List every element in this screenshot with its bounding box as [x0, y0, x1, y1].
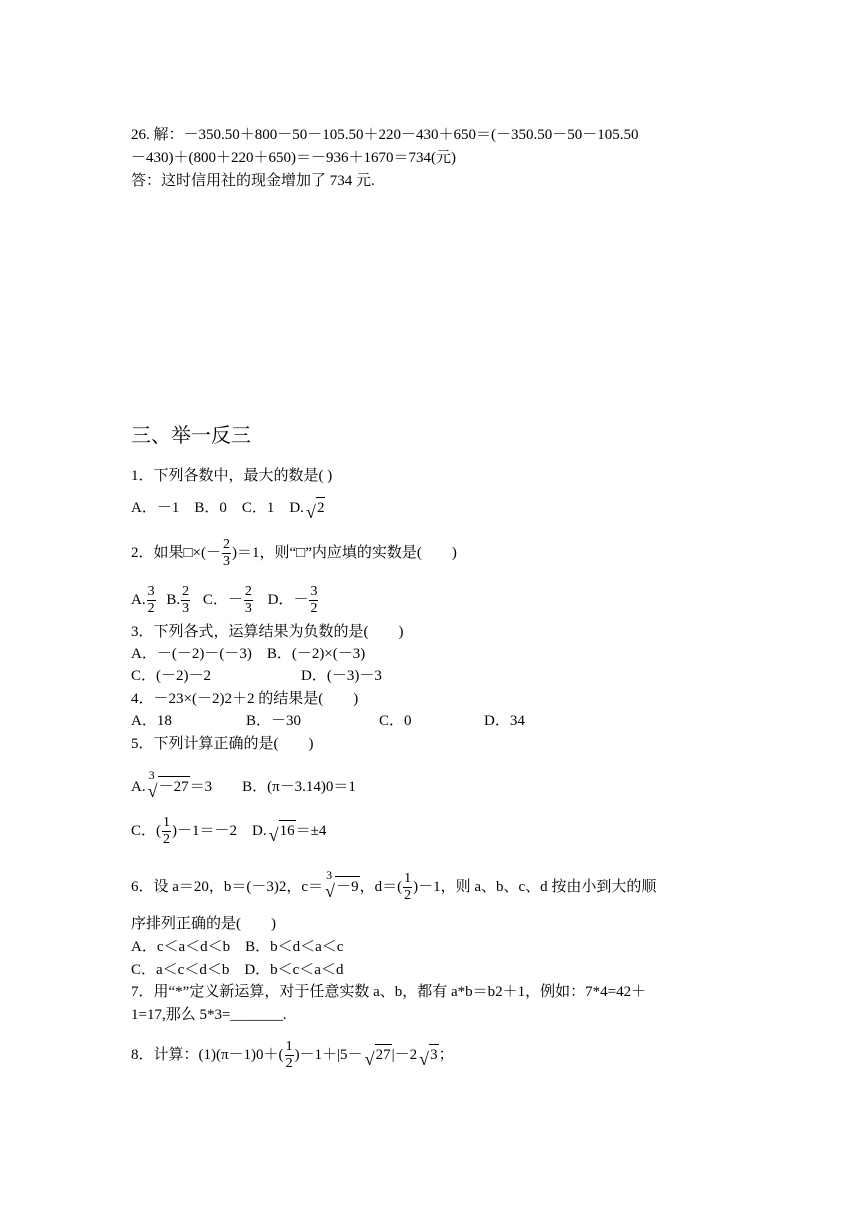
q6-stem-line2: 序排列正确的是( )	[131, 916, 276, 932]
q5-optA-index: 3	[148, 768, 155, 782]
q3-stem: 3．下列各式，运算结果为负数的是( )	[131, 624, 404, 640]
q2-frac-den: 3	[223, 554, 231, 569]
q4-stem: 4．－23×(－2)2＋2 的结果是( )	[131, 691, 359, 707]
q4-options	[131, 710, 525, 732]
q8-pre: 8．计算：(1)(π－1)0＋(	[131, 1046, 284, 1063]
q8-stem	[131, 1040, 454, 1071]
q2-frac-num: 2	[223, 537, 231, 552]
q6-stem-post: )－1，则 a、b、c、d 按由小到大的顺	[413, 878, 657, 895]
q6-c-radicand: －9	[335, 876, 360, 896]
q4-optD: D．34	[484, 713, 525, 729]
q1-radicand: 2	[316, 497, 326, 517]
sqrt-symbol: √ 16	[269, 820, 296, 842]
q2-fraction	[222, 538, 231, 569]
q2-optB-label: B.	[166, 591, 181, 608]
q8-den: 2	[285, 1056, 293, 1071]
q3-options-cd	[131, 665, 382, 687]
q3-optD: D．(－3)－3	[301, 668, 382, 684]
q7-line1: 7．用“*”定义新运算，对于任意实数 a、b，都有 a*b＝b2＋1，例如：7*4=42＋	[131, 984, 647, 1000]
q2-stem	[131, 538, 457, 569]
q5-stem: 5．下列计算正确的是( )	[131, 736, 314, 752]
q26-answer: 答：这时信用社的现金增加了 734 元.	[131, 173, 375, 189]
cube-root-symbol: 3 √ －9	[325, 876, 360, 898]
q3-optC: C．(－2)－2	[131, 668, 211, 684]
q8-frac	[285, 1040, 294, 1071]
sqrt-symbol: √ 2	[306, 497, 326, 519]
sqrt-symbol: √ 27	[365, 1044, 392, 1066]
q5-optC-rest: )－1＝－2 D.	[172, 822, 267, 839]
q2-optA-den: 2	[147, 601, 155, 616]
q2-optC-frac	[244, 585, 253, 616]
q5-optC-den: 2	[163, 832, 171, 847]
q5-optA-radicand: －27	[158, 776, 190, 796]
q6-d-num: 1	[404, 871, 412, 886]
section-title: 三、举一反三	[131, 425, 251, 447]
q5-optC-num: 1	[163, 815, 171, 830]
q2-optB-frac	[181, 585, 190, 616]
q1-options-text: A．－1 B．0 C．1 D.	[131, 500, 304, 516]
q2-optB-den: 3	[182, 601, 190, 616]
q5-optC-frac	[162, 816, 171, 847]
q5-optC-label: C．(	[131, 822, 162, 839]
q6-stem-mid: ，d＝(	[359, 878, 403, 895]
q2-optA-label: A.	[131, 591, 146, 608]
q6-d-frac	[403, 872, 412, 903]
q6-options-ab: A．c＜a＜d＜b B．b＜d＜a＜c	[131, 939, 344, 955]
q8-post: ；	[438, 1046, 454, 1063]
q6-options-cd: C．a＜c＜d＜b D．b＜c＜a＜d	[131, 962, 344, 978]
q4-optA: A．18	[131, 713, 172, 729]
q26-line1: 26. 解：－350.50＋800－50－105.50＋220－430＋650＝(－350.50－50－105.50	[131, 127, 639, 143]
q2-optB-num: 2	[182, 584, 190, 599]
q8-mid: )－1＋|5－	[294, 1046, 363, 1063]
q8-radicand1: 27	[375, 1044, 392, 1064]
q2-stem-post: )＝1，则“□”内应填的实数是( )	[232, 544, 457, 561]
q2-optD-frac	[309, 585, 318, 616]
q6-stem	[131, 867, 657, 903]
q6-stem-pre: 6．设 a＝20，b＝(－3)2，c＝	[131, 878, 324, 895]
q2-optA-frac	[147, 585, 156, 616]
q8-mid2: |－2	[391, 1046, 418, 1063]
q2-optC-label: C．－	[202, 591, 243, 608]
q2-optA-num: 3	[147, 584, 155, 599]
q4-optC: C．0	[379, 713, 412, 729]
q2-stem-pre: 2．如果□×(－	[131, 544, 222, 561]
q7-line2: 1=17,那么 5*3=_______.	[131, 1007, 287, 1023]
q5-options-cd	[131, 816, 326, 847]
q2-options	[131, 585, 319, 616]
q5-optD-rest: ＝±4	[295, 822, 327, 839]
q2-optC-num: 2	[244, 584, 252, 599]
q5-optD-radicand: 16	[279, 820, 296, 840]
q3-options-ab: A．－(－2)－(－3) B．(－2)×(－3)	[131, 646, 366, 662]
q6-c-index: 3	[326, 867, 333, 882]
q4-optB: B．－30	[246, 713, 302, 729]
q1-stem: 1．下列各数中，最大的数是( )	[131, 468, 333, 484]
q5-optA-rest: ＝3 B．(π－3.14)0＝1	[189, 779, 356, 795]
q8-radicand2: 3	[429, 1044, 439, 1064]
q1-options	[131, 497, 325, 522]
q2-optD-den: 2	[310, 601, 318, 616]
sqrt-symbol: √ 3	[419, 1044, 439, 1066]
q26-line2: －430)＋(800＋220＋650)＝－936＋1670＝734(元)	[131, 150, 456, 166]
q2-optC-den: 3	[244, 601, 252, 616]
q5-optA-label: A.	[131, 779, 146, 795]
q8-num: 1	[285, 1039, 293, 1054]
q2-optD-label: D．－	[267, 591, 309, 608]
q5-options-ab	[131, 768, 356, 801]
q6-d-den: 2	[404, 888, 412, 903]
cube-root-symbol: 3 √ －27	[148, 776, 190, 798]
q2-optD-num: 3	[310, 584, 318, 599]
